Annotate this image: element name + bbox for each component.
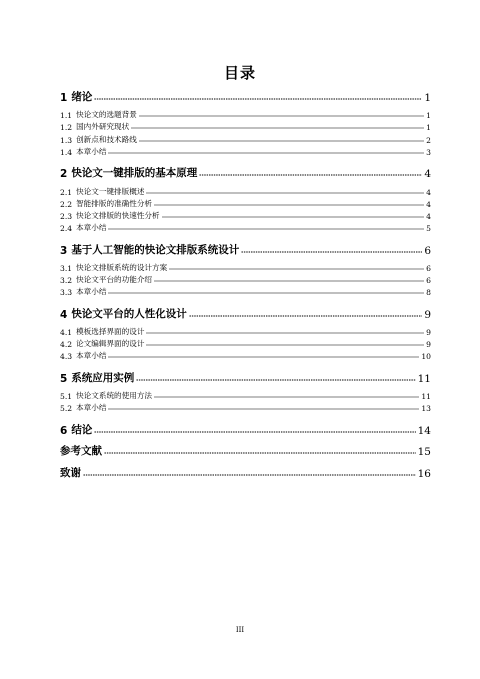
toc-entry-title: 快论文系统的使用方法 bbox=[76, 391, 153, 400]
toc-entry-number: 1 bbox=[60, 92, 68, 104]
toc-entry-number: 6 bbox=[60, 425, 68, 437]
toc-section-entry bbox=[60, 338, 431, 349]
toc-entry-title: 本章小结 bbox=[76, 223, 107, 232]
toc-entry-number: 2.3 bbox=[60, 212, 73, 221]
toc-entry-page: 2 bbox=[426, 136, 431, 145]
toc-entry-page: 9 bbox=[426, 340, 431, 349]
toc-entry-number: 2.2 bbox=[60, 200, 73, 209]
toc-entry-page: 16 bbox=[417, 468, 431, 480]
toc-entry-title: 快论文的选题背景 bbox=[76, 110, 137, 119]
toc-entry-number: 4.1 bbox=[60, 328, 73, 337]
toc-section-entry bbox=[60, 402, 431, 413]
toc-entry-page: 4 bbox=[426, 188, 431, 197]
toc-section-entry bbox=[60, 326, 431, 337]
page-number: III bbox=[235, 626, 245, 634]
toc-dot-leader bbox=[162, 215, 425, 219]
toc-entry-page: 4 bbox=[426, 200, 431, 209]
toc-entry-title: 系统应用实例 bbox=[71, 372, 135, 384]
toc-entry-number: 3.3 bbox=[60, 288, 73, 297]
toc-entry-title: 本章小结 bbox=[76, 351, 107, 360]
toc-chapter-entry bbox=[60, 306, 431, 321]
toc-dot-leader bbox=[108, 151, 424, 155]
toc-entry-page: 14 bbox=[417, 425, 431, 437]
toc-entry-title: 智能排版的准确性分析 bbox=[76, 199, 153, 208]
toc-dot-leader bbox=[146, 331, 424, 335]
toc-chapter-entry bbox=[60, 242, 431, 257]
toc-section-entry bbox=[60, 186, 431, 197]
toc-chapter-entry bbox=[60, 443, 431, 458]
toc-entry-page: 3 bbox=[426, 148, 431, 157]
toc-entry-page: 9 bbox=[426, 328, 431, 337]
toc-dot-leader bbox=[136, 378, 415, 382]
toc-entry-number: 1.2 bbox=[60, 123, 73, 132]
toc-entry-title: 国内外研究现状 bbox=[76, 122, 130, 131]
toc-dot-leader bbox=[104, 451, 416, 455]
toc-dot-leader bbox=[199, 173, 422, 177]
toc-section-entry bbox=[60, 146, 431, 157]
toc-section-entry bbox=[60, 350, 431, 361]
toc-dot-leader bbox=[139, 139, 424, 143]
toc-section-entry bbox=[60, 134, 431, 145]
toc-entry-title: 绪论 bbox=[71, 91, 93, 103]
toc-entry-title: 本章小结 bbox=[76, 403, 107, 412]
toc-entry-title: 模板选择界面的设计 bbox=[76, 327, 145, 336]
toc-entry-page: 11 bbox=[421, 392, 431, 401]
toc-dot-leader bbox=[146, 343, 424, 347]
toc-entry-page: 1 bbox=[426, 111, 431, 120]
toc-entry-page: 6 bbox=[424, 245, 431, 257]
toc-chapter-entry bbox=[60, 422, 431, 437]
toc-section-entry bbox=[60, 262, 431, 273]
toc-dot-leader bbox=[139, 114, 424, 118]
toc-entry-page: 5 bbox=[426, 224, 431, 233]
toc-entry-number: 5.1 bbox=[60, 392, 73, 401]
toc-entry-page: 13 bbox=[421, 404, 431, 413]
toc-section-entry bbox=[60, 121, 431, 132]
toc-entry-title: 快论文平台的功能介绍 bbox=[76, 275, 153, 284]
toc-dot-leader bbox=[108, 355, 419, 359]
toc-entry-number: 4.2 bbox=[60, 340, 73, 349]
toc-chapter-entry bbox=[60, 89, 431, 104]
toc-entry-title: 快论文一键排版的基本原理 bbox=[71, 167, 198, 179]
toc-entry-page: 1 bbox=[426, 123, 431, 132]
toc-entry-number: 4 bbox=[60, 309, 68, 321]
toc-dot-leader bbox=[108, 227, 424, 231]
toc-entry-title: 快论文排版的快速性分析 bbox=[76, 211, 160, 220]
toc-entry-title: 致谢 bbox=[60, 467, 81, 479]
toc-entry-title: 参考文献 bbox=[60, 445, 102, 457]
toc-entry-title: 本章小结 bbox=[76, 287, 107, 296]
toc-dot-leader bbox=[94, 430, 415, 434]
toc-section-entry bbox=[60, 210, 431, 221]
toc-entry-number: 5.2 bbox=[60, 404, 73, 413]
toc-title: 目录 bbox=[223, 64, 256, 82]
toc-section-entry bbox=[60, 390, 431, 401]
toc-entry-number: 3.2 bbox=[60, 276, 73, 285]
toc-entry-number: 3 bbox=[60, 245, 68, 257]
toc-dot-leader bbox=[108, 407, 419, 411]
toc-entry-page: 11 bbox=[417, 373, 431, 385]
toc-entry-number: 2.4 bbox=[60, 224, 73, 233]
toc-dot-leader bbox=[146, 191, 424, 195]
toc-entry-number: 2.1 bbox=[60, 188, 73, 197]
toc-entry-title: 创新点和技术路线 bbox=[76, 135, 137, 144]
toc-entry-number: 3.1 bbox=[60, 264, 73, 273]
toc-entry-page: 10 bbox=[421, 352, 431, 361]
toc-entry-title: 基于人工智能的快论文排版系统设计 bbox=[71, 244, 240, 256]
toc-entry-page: 4 bbox=[426, 212, 431, 221]
toc-dot-leader bbox=[154, 395, 419, 399]
toc-entry-page: 6 bbox=[426, 276, 431, 285]
toc-section-entry bbox=[60, 274, 431, 285]
toc-dot-leader bbox=[108, 291, 424, 295]
toc-dot-leader bbox=[189, 314, 423, 318]
toc-entry-title: 快论文一键排版概述 bbox=[76, 187, 145, 196]
toc-entry-title: 快论文平台的人性化设计 bbox=[71, 308, 187, 320]
toc-dot-leader bbox=[241, 250, 422, 254]
toc-entry-page: 15 bbox=[417, 446, 431, 458]
toc-entry-title: 论文编辑界面的设计 bbox=[76, 339, 145, 348]
toc-section-entry bbox=[60, 109, 431, 120]
toc-dot-leader bbox=[131, 126, 424, 130]
toc-entry-page: 9 bbox=[424, 309, 431, 321]
toc-dot-leader bbox=[94, 97, 422, 101]
toc-dot-leader bbox=[83, 473, 416, 477]
toc-entry-number: 1.3 bbox=[60, 136, 73, 145]
toc-entry-title: 本章小结 bbox=[76, 147, 107, 156]
toc-entry-number: 5 bbox=[60, 373, 68, 385]
toc-entry-number: 4.3 bbox=[60, 352, 73, 361]
toc-entry-number: 2 bbox=[60, 168, 68, 180]
toc-section-entry bbox=[60, 198, 431, 209]
toc-entry-title: 结论 bbox=[71, 424, 93, 436]
toc-entry-number: 1.1 bbox=[60, 111, 73, 120]
toc-section-entry bbox=[60, 286, 431, 297]
toc-dot-leader bbox=[154, 279, 424, 283]
toc-entry-number: 1.4 bbox=[60, 148, 73, 157]
toc-dot-leader bbox=[169, 267, 424, 271]
toc-entry-page: 4 bbox=[424, 168, 431, 180]
toc-chapter-entry bbox=[60, 370, 431, 385]
toc-entry-page: 8 bbox=[426, 288, 431, 297]
toc-entry-page: 1 bbox=[424, 92, 431, 104]
toc-section-entry bbox=[60, 222, 431, 233]
toc-entry-title: 快论文排版系统的设计方案 bbox=[76, 263, 168, 272]
toc-chapter-entry bbox=[60, 465, 431, 480]
toc-dot-leader bbox=[154, 203, 424, 207]
toc-entry-page: 6 bbox=[426, 264, 431, 273]
toc-chapter-entry bbox=[60, 165, 431, 180]
